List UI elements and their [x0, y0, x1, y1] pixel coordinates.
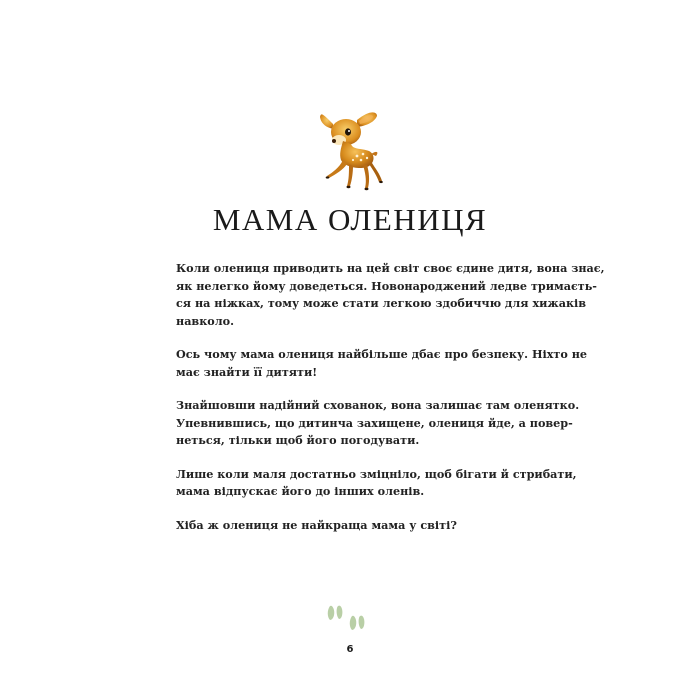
- text-body: [176, 260, 605, 550]
- fawn-illustration: [319, 110, 387, 192]
- paragraph: [176, 397, 580, 450]
- text-line: навколо.: [176, 313, 234, 328]
- text-line: ся на ніжках, тому може стати легкою здобиччю для хижаків: [176, 296, 587, 310]
- page-number: 6: [346, 644, 354, 655]
- text-line: Упевнившись, що дитинча захищене, олениця йде, а повер-: [176, 415, 573, 430]
- text-line: Хіба ж олениця не найкраща мама у світі?: [176, 517, 457, 532]
- hoofprints-icon: [326, 602, 376, 634]
- text-line: мама відпускає його до інших оленів.: [176, 484, 425, 498]
- text-line: неться, тільки щоб його погодувати.: [176, 433, 420, 447]
- page-title: МАМА ОЛЕНИЦЯ: [212, 202, 488, 237]
- paragraph: [176, 517, 536, 535]
- text-line: має знайти її дитяти!: [176, 364, 318, 379]
- text-line: Ось чому мама олениця найбільше дбає про безпеку. Ніхто не: [176, 347, 588, 361]
- paragraph: [176, 466, 577, 501]
- paragraph: [176, 260, 605, 330]
- text-line: як нелегко йому доведеться. Новонароджений ледве тримаєть-: [176, 278, 597, 293]
- paragraph: [176, 346, 588, 381]
- text-line: Знайшовши надійний схованок, вона залишає там оленятко.: [176, 398, 580, 412]
- text-line: Лише коли маля достатньо зміцніло, щоб бігати й стрибати,: [176, 466, 577, 481]
- text-line: Коли олениця приводить на цей світ своє єдине дитя, вона знає,: [176, 261, 605, 275]
